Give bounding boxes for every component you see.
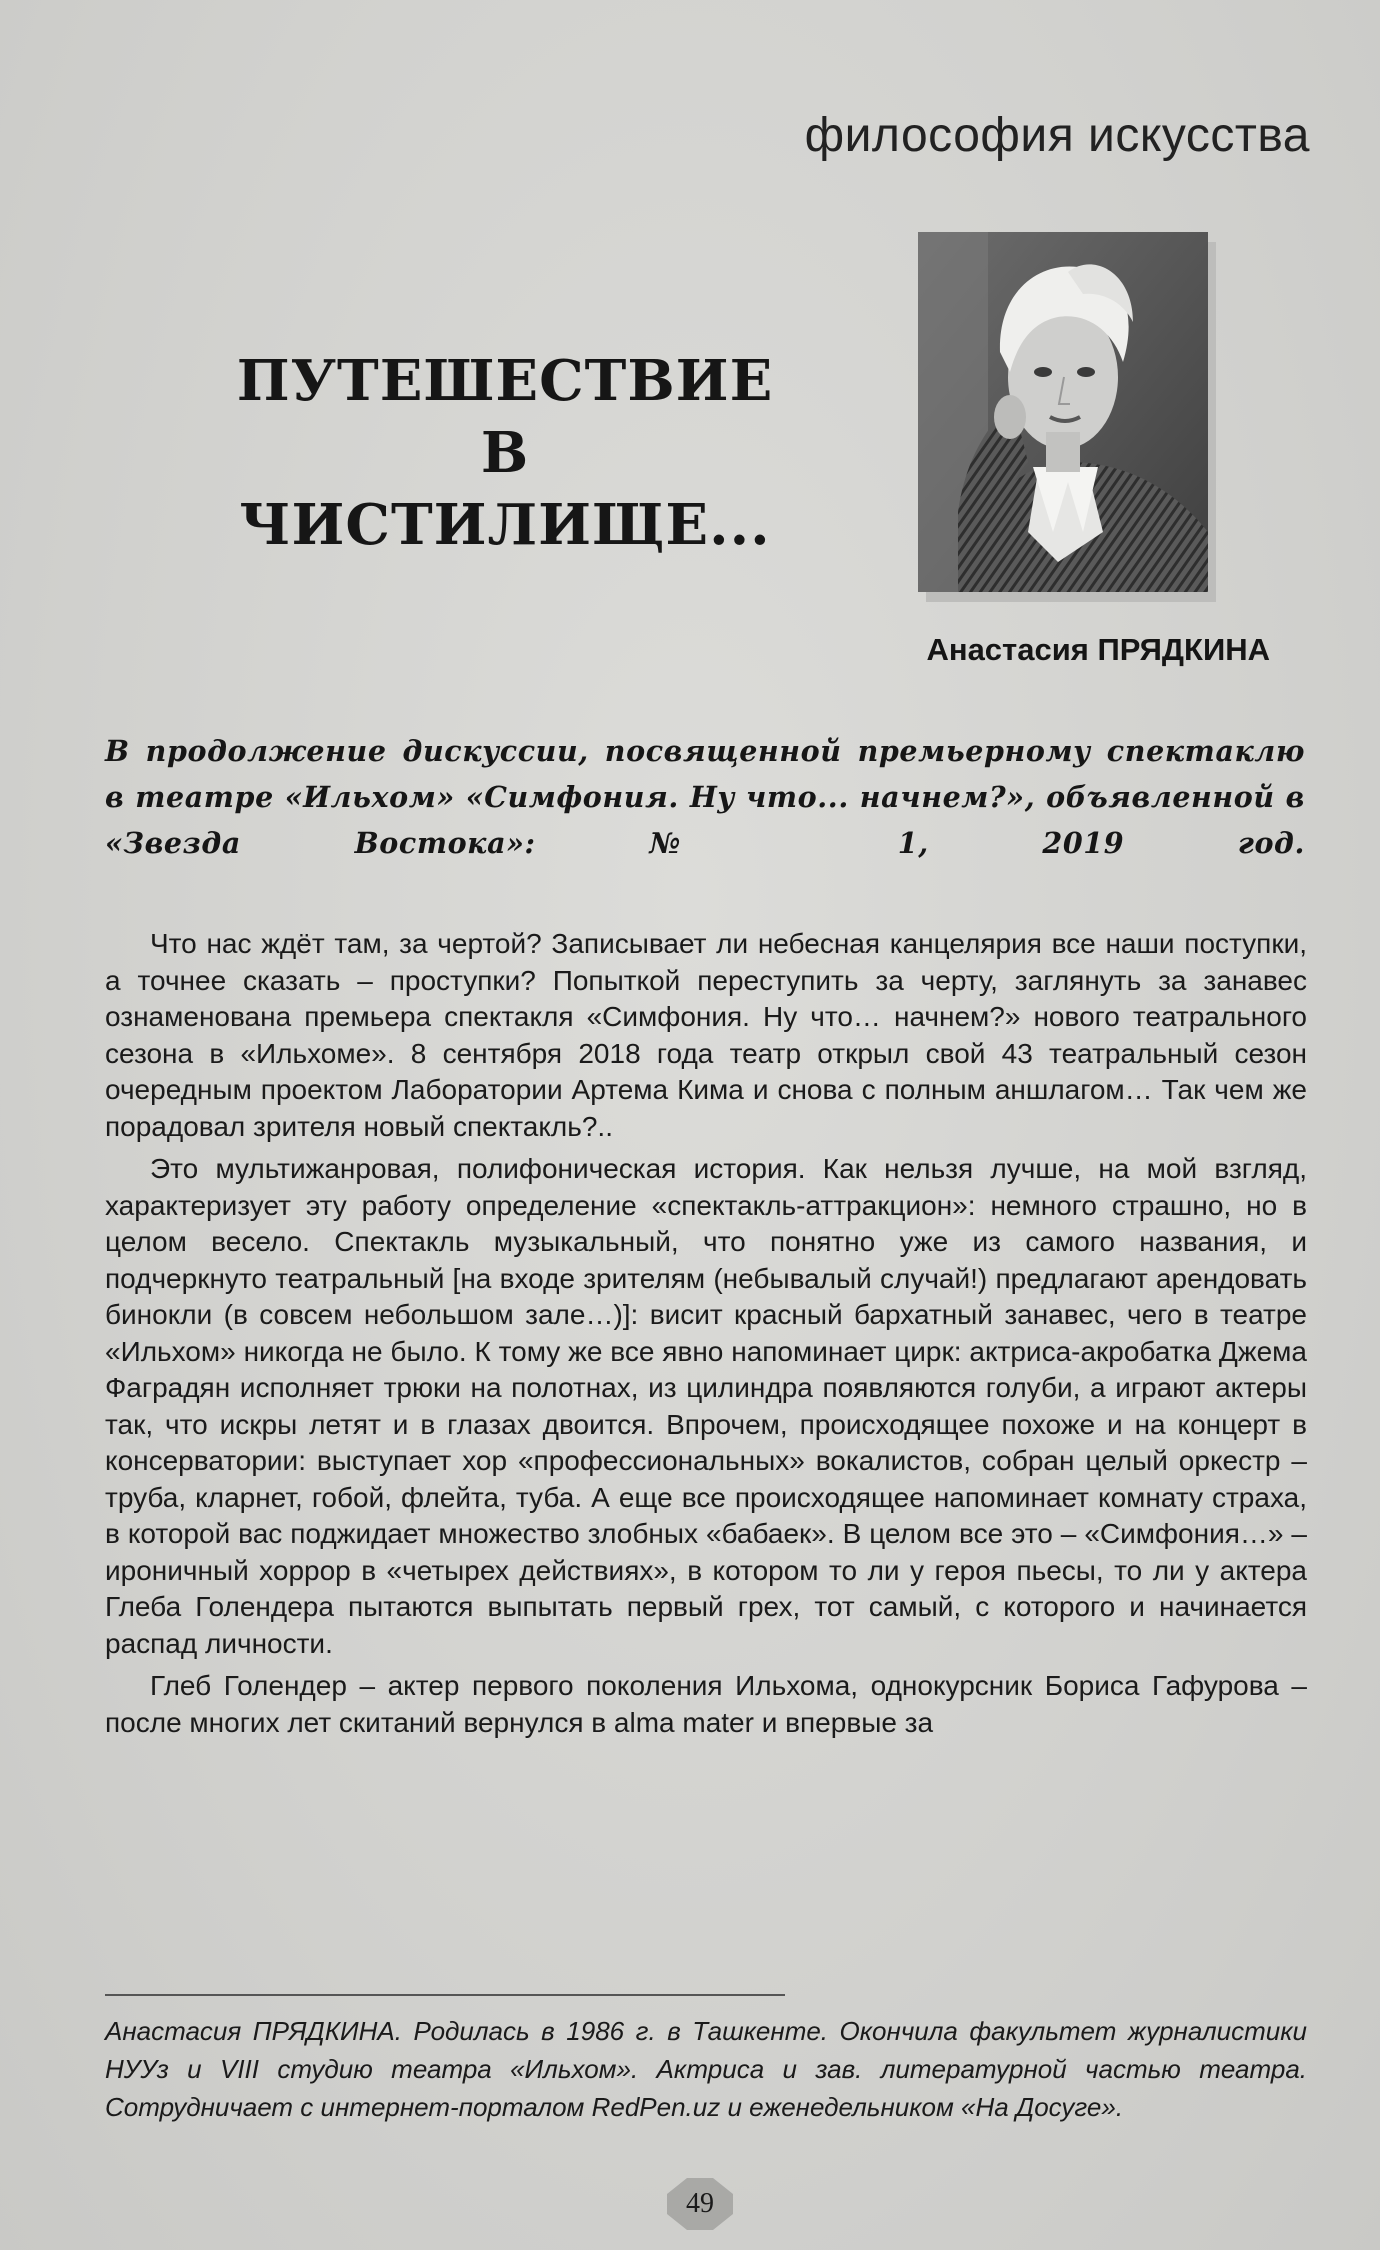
paragraph: Что нас ждёт там, за чертой? Записывает ли небесная канцелярия все наши поступки, а точнее сказать – проступки? Попыткой переступить за черту, заглянуть за занавес ознаменована премьера спектакля «Симфония. Ну что… начнем?» нового театрального сезона в «Ильхоме». 8 сентября 2018 года театр открыл свой 43 театральный сезон очередным проектом Лаборатории Артема Кима и снова с полным аншлагом… Так чем же порадовал зрителя новый спектакль?.. <box>105 928 1307 1142</box>
article-body <box>105 926 1307 1747</box>
article-title-line2: В ЧИСТИЛИЩЕ... <box>239 420 771 558</box>
page-number-badge <box>665 2176 735 2232</box>
paragraph: Глеб Голендер – актер первого поколения Ильхома, однокурсник Бориса Гафурова – после многих лет скитаний вернулся в alma mater и впервые за <box>105 1670 1307 1738</box>
author-name: Анастасия ПРЯДКИНА <box>926 632 1270 667</box>
article-title-line1: ПУТЕШЕСТВИЕ <box>236 348 774 414</box>
author-photo <box>918 232 1208 592</box>
lead-paragraph: В продолжение дискуссии, посвященной премьерному спектаклю в театре «Ильхом» «Симфония. Ну что... начнем?», объявленной в «Звезда Востока»: № 1, 2019 год. <box>105 734 1305 860</box>
author-footnote: Анастасия ПРЯДКИНА. Родилась в 1986 г. в Ташкенте. Окончила факультет журналистики НУУз и VIII студию театра «Ильхом». Актриса и зав. литературной частью театра. Сотрудничает с интернет-порталом RedPen.uz и еженедельником «На Досуге». <box>105 2016 1307 2122</box>
page-number: 49 <box>686 2188 714 2219</box>
author-photo-image <box>918 232 1208 592</box>
article-title <box>225 345 785 561</box>
footnote-divider <box>105 1994 785 1996</box>
section-title: философия искусства <box>804 109 1310 162</box>
paragraph: Это мультижанровая, полифоническая история. Как нельзя лучше, на мой взгляд, характеризует эту работу определение «спектакль-аттракцион»: немного страшно, но в целом весело. Спектакль музыкальный, что понятно уже из самого названия, и подчеркнуто театральный [на входе зрителям (небывалый случай!) предлагают арендовать бинокли (в совсем небольшом зале…)]: висит красный бархатный занавес, чего в театре «Ильхом» никогда не было. К тому же все явно напоминает цирк: актриса-акробатка Джема Фаградян исполняет трюки на полотнах, из цилиндра появляются голуби, а играют актеры так, что искры летят и в глазах двоится. Впрочем, происходящее похоже и на концерт в консерватории: выступает хор «профессиональных» вокалистов, собран целый оркестр – труба, кларнет, гобой, флейта, туба. А еще все происходящее напоминает комнату страха, в которой вас поджидает множество злобных «бабаек». В целом все это – «Симфония…» – ироничный хоррор в «четырех действиях», в котором то ли у героя пьесы, то ли у актера Глеба Голендера пытаются выпытать первый грех, тот самый, с которого и начинается распад личности. <box>105 1153 1307 1659</box>
